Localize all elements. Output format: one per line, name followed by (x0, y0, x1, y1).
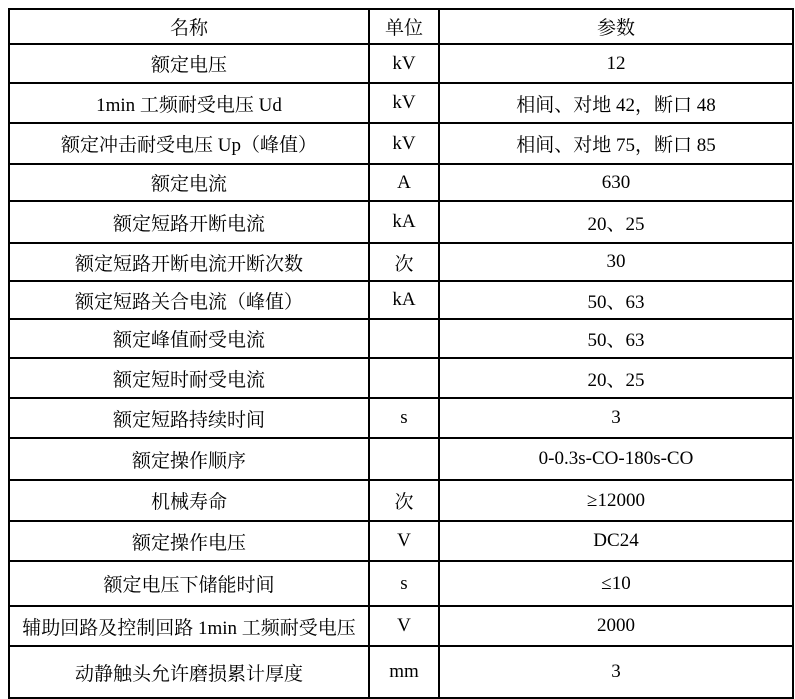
spec-unit-cell: s (369, 561, 439, 606)
spec-unit-cell: s (369, 398, 439, 438)
spec-name-cell: 机械寿命 (9, 480, 369, 521)
table-row (9, 164, 793, 201)
spec-unit-cell (369, 319, 439, 358)
spec-name-cell: 额定峰值耐受电流 (9, 319, 369, 358)
spec-unit-cell: 次 (369, 480, 439, 521)
table-row (9, 44, 793, 83)
spec-value-cell: ≤10 (439, 561, 793, 606)
table-row (9, 646, 793, 698)
spec-unit-cell: A (369, 164, 439, 201)
table-row (9, 243, 793, 281)
table-row (9, 606, 793, 646)
spec-name-cell: 额定操作顺序 (9, 438, 369, 480)
spec-name-cell: 额定电流 (9, 164, 369, 201)
spec-unit-cell: kV (369, 44, 439, 83)
spec-name-cell: 辅助回路及控制回路 1min 工频耐受电压 (9, 606, 369, 646)
table-row (9, 281, 793, 319)
spec-value-cell: 0-0.3s-CO-180s-CO (439, 438, 793, 480)
table-row (9, 438, 793, 480)
table-row (9, 561, 793, 606)
spec-name-cell: 额定短路持续时间 (9, 398, 369, 438)
table-row (9, 201, 793, 243)
header-name-cell: 名称 (9, 9, 369, 44)
table-row (9, 398, 793, 438)
spec-value-cell: 630 (439, 164, 793, 201)
spec-value-cell: 2000 (439, 606, 793, 646)
spec-value-cell: 3 (439, 646, 793, 698)
spec-value-cell: 12 (439, 44, 793, 83)
spec-value-cell: 相间、对地 75，断口 85 (439, 123, 793, 164)
spec-unit-cell: kA (369, 281, 439, 319)
spec-value-cell: 3 (439, 398, 793, 438)
spec-unit-cell: kV (369, 123, 439, 164)
spec-name-cell: 额定短路开断电流开断次数 (9, 243, 369, 281)
spec-value-cell: 20、25 (439, 358, 793, 398)
spec-table (8, 8, 794, 699)
table-header-row (9, 9, 793, 44)
table-row (9, 123, 793, 164)
spec-unit-cell: V (369, 521, 439, 561)
header-value-cell: 参数 (439, 9, 793, 44)
table-row (9, 319, 793, 358)
spec-name-cell: 1min 工频耐受电压 Ud (9, 83, 369, 123)
table-row (9, 480, 793, 521)
table-row (9, 521, 793, 561)
spec-table-container (8, 8, 794, 699)
spec-unit-cell: V (369, 606, 439, 646)
spec-value-cell: ≥12000 (439, 480, 793, 521)
spec-unit-cell: 次 (369, 243, 439, 281)
spec-unit-cell: kV (369, 83, 439, 123)
spec-value-cell: 20、25 (439, 201, 793, 243)
spec-name-cell: 动静触头允许磨损累计厚度 (9, 646, 369, 698)
table-row (9, 83, 793, 123)
spec-unit-cell: mm (369, 646, 439, 698)
spec-unit-cell (369, 438, 439, 480)
spec-value-cell: 50、63 (439, 319, 793, 358)
spec-name-cell: 额定短路开断电流 (9, 201, 369, 243)
spec-name-cell: 额定冲击耐受电压 Up（峰值） (9, 123, 369, 164)
spec-value-cell: DC24 (439, 521, 793, 561)
spec-unit-cell (369, 358, 439, 398)
spec-value-cell: 30 (439, 243, 793, 281)
spec-name-cell: 额定电压 (9, 44, 369, 83)
spec-name-cell: 额定短时耐受电流 (9, 358, 369, 398)
spec-value-cell: 50、63 (439, 281, 793, 319)
spec-name-cell: 额定短路关合电流（峰值） (9, 281, 369, 319)
spec-name-cell: 额定操作电压 (9, 521, 369, 561)
header-unit-cell: 单位 (369, 9, 439, 44)
spec-unit-cell: kA (369, 201, 439, 243)
spec-value-cell: 相间、对地 42，断口 48 (439, 83, 793, 123)
spec-name-cell: 额定电压下储能时间 (9, 561, 369, 606)
table-row (9, 358, 793, 398)
